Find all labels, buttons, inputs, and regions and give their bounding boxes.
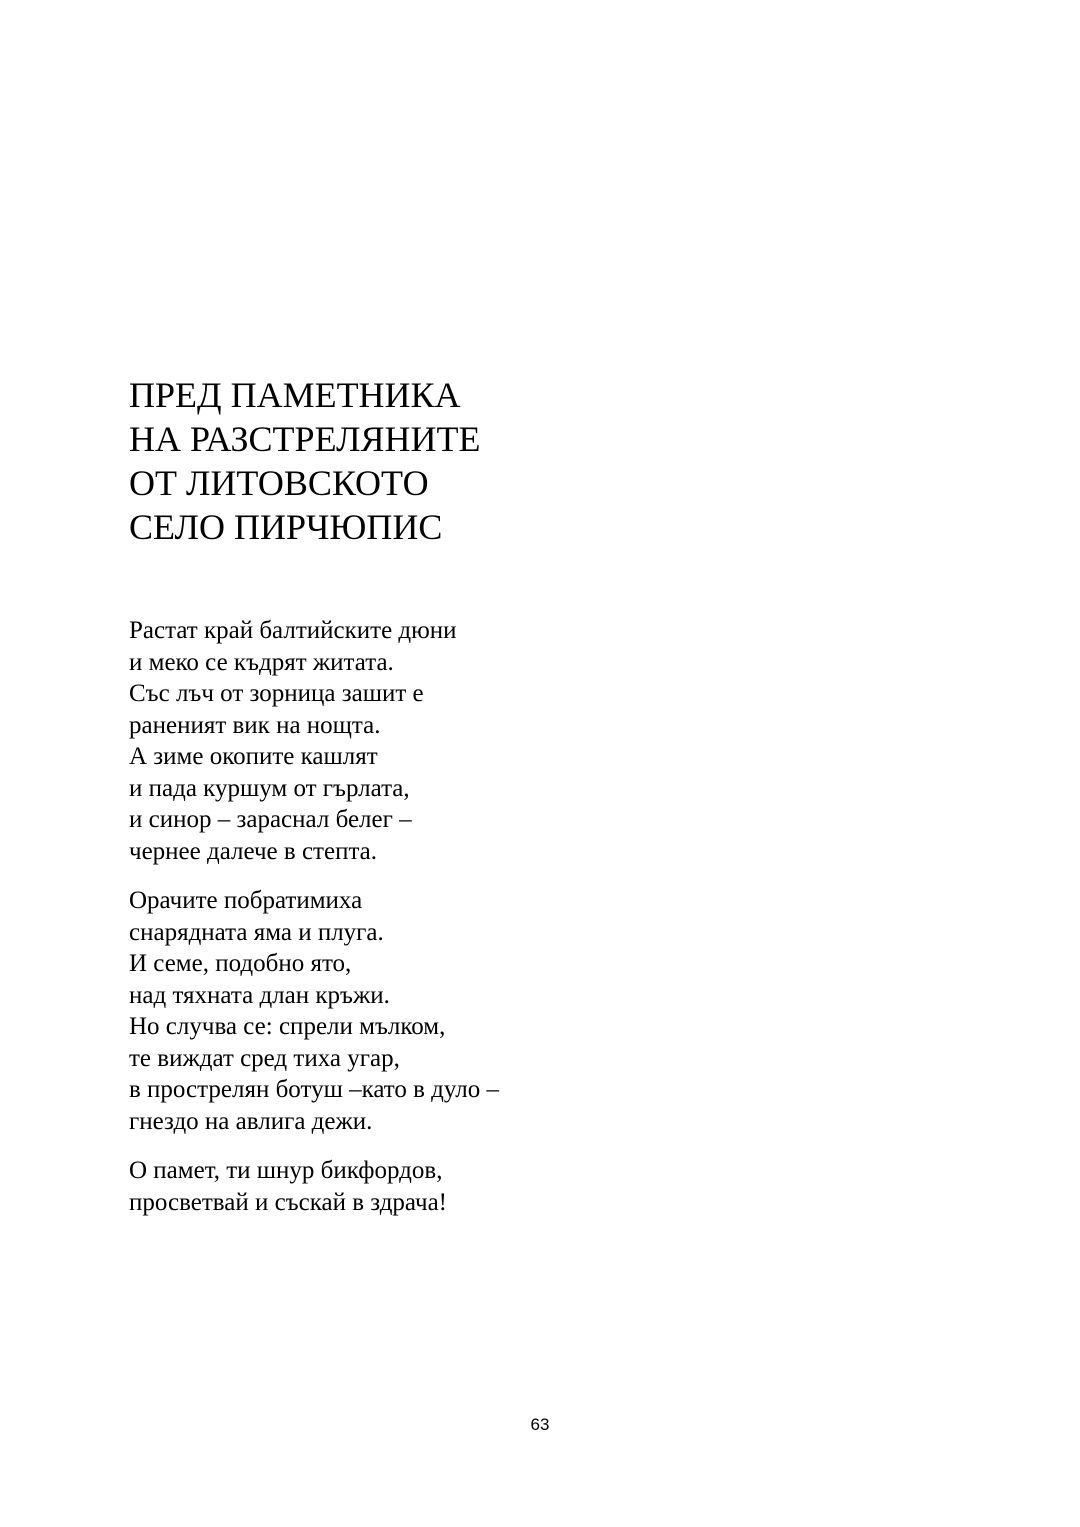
verse-line: просветвай и съскай в здрача! — [129, 1188, 448, 1216]
verse-line: снарядната яма и плуга. — [129, 918, 384, 946]
poem-body — [129, 615, 829, 1236]
title-line: НА РАЗСТРЕЛЯНИТЕ — [129, 419, 481, 459]
verse-line: Но случва се: спрели мълком, — [129, 1013, 446, 1040]
stanza — [129, 885, 829, 1137]
verse-line: Растат край балтийските дюни — [129, 617, 457, 644]
verse-line: и меко се къдрят житата. — [129, 648, 394, 676]
verse-line: те виждат сред тиха угар, — [129, 1044, 400, 1072]
verse-line: в прострелян ботуш –като в дуло – — [129, 1076, 500, 1103]
verse-line: И семе, подобно ято, — [129, 950, 352, 977]
verse-line: Със лъч от зорница зашит е — [129, 680, 424, 707]
verse-line: над тяхната длан кръжи. — [129, 981, 390, 1009]
page-number: 63 — [530, 1415, 550, 1434]
poem-title — [129, 373, 481, 549]
title-line: СЕЛО ПИРЧЮПИС — [129, 507, 443, 547]
title-line: ПРЕД ПАМЕТНИКА — [129, 375, 461, 415]
stanza — [129, 615, 829, 867]
verse-line: О памет, ти шнур бикфордов, — [129, 1157, 443, 1184]
verse-line: гнездо на авлига дежи. — [129, 1107, 373, 1135]
verse-line: и синор – зараснал белег – — [129, 806, 412, 833]
verse-line: А зиме окопите кашлят — [129, 743, 378, 770]
verse-line: раненият вик на нощта. — [129, 711, 381, 739]
verse-line: чернее далече в степта. — [129, 837, 378, 865]
stanza — [129, 1155, 829, 1218]
title-line: ОТ ЛИТОВСКОТО — [129, 463, 429, 503]
verse-line: Орачите побратимиха — [129, 887, 363, 914]
verse-line: и пада куршум от гърлата, — [129, 774, 410, 802]
